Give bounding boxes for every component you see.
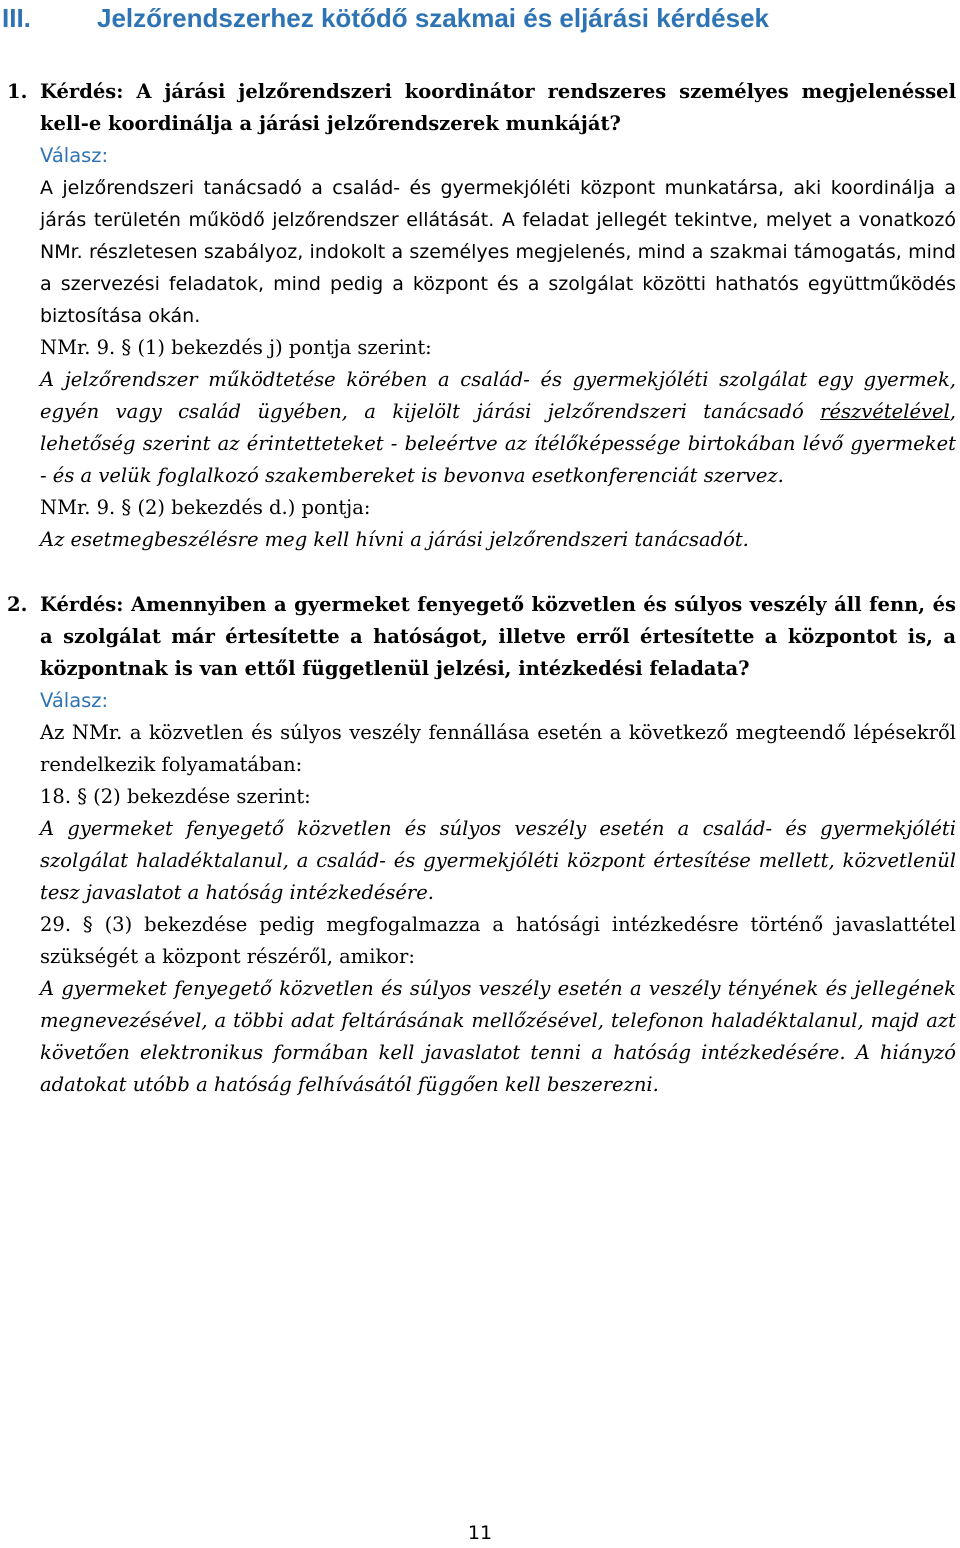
- question-2-text: Kérdés: Amennyiben a gyermeket fenyegető közvetlen és súlyos veszély áll fenn, és a szolgálat már értesítette a hatóságot, illetve erről értesítette a központot is, a központnak is van ettől függetlenül jelzési, intézkedési feladata?: [40, 593, 956, 680]
- quote-1-underlined: részvételével: [820, 400, 950, 423]
- question-2-quote-2: A gyermeket fenyegető közvetlen és súlyos veszély esetén a veszély tényének és jellegének megnevezésével, a többi adat feltárásának mellőzésével, telefonon haladéktalanul, majd azt követően elektronikus formában kell javaslatot tenni a hatóság intézkedésére. A hiányzó adatokat utóbb a hatóság felhívásától függően kell beszerezni.: [40, 977, 956, 1096]
- question-1-quote-1: [40, 364, 956, 492]
- quote-1-after: , lehetőség szerint az érintetteteket - beleértve az ítélőképessége birtokában lévő gyermeket - és a velük foglalkozó szakembereket is bevonva esetkonferenciát szervez.: [40, 400, 956, 487]
- question-2-ref-1: 18. § (2) bekezdése szerint:: [40, 785, 311, 808]
- question-2-quote-1: A gyermeket fenyegető közvetlen és súlyos veszély esetén a család- és gyermekjóléti szolgálat haladéktalanul, a család- és gyermekjóléti központ értesítése mellett, közvetlenül tesz javaslatot a hatóság intézkedésére.: [40, 817, 956, 904]
- question-2-title: [7, 589, 956, 685]
- question-1-ref-1: NMr. 9. § (1) bekezdés j) pontja szerint:: [40, 336, 432, 359]
- question-1-answer-label: Válasz:: [40, 144, 109, 167]
- question-1-block: [7, 76, 956, 556]
- section-heading: [2, 0, 952, 36]
- quote-1-before: A jelzőrendszer működtetése körében a család- és gyermekjóléti szolgálat egy gyermek, egyén vagy család ügyében, a kijelölt járási jelzőrendszeri tanácsadó: [40, 368, 956, 423]
- question-2-block: [7, 589, 956, 1101]
- question-2-ref-2: 29. § (3) bekezdése pedig megfogalmazza a hatósági intézkedésre történő javaslattétel szükségét a központ részéről, amikor:: [40, 913, 956, 968]
- question-2-answer-label: Válasz:: [40, 689, 109, 712]
- question-1-ref-2: NMr. 9. § (2) bekezdés d.) pontja:: [40, 496, 371, 519]
- question-2-number: 2.: [7, 593, 28, 616]
- question-1-text: Kérdés: A járási jelzőrendszeri koordinátor rendszeres személyes megjelenéssel kell-e koordinálja a járási jelzőrendszerek munkáját?: [40, 80, 956, 135]
- question-2-answer: Az NMr. a közvetlen és súlyos veszély fennállása esetén a következő megteendő lépésekről rendelkezik folyamatában:: [40, 721, 956, 776]
- question-1-answer: [40, 172, 956, 332]
- answer-1-part-1: A jelzőrendszeri tanácsadó a család- és gyermekjóléti központ munkatársa, aki koordinálja a járás területén működő jelzőrendszer ellátását. A feladat jellegét tekintve, melyet a vonatkozó NMr.: [40, 177, 956, 263]
- page-number: 11: [467, 1522, 493, 1544]
- section-title: Jelzőrendszerhez kötődő szakmai és eljárási kérdések: [97, 3, 770, 33]
- question-1-number: 1.: [7, 80, 28, 103]
- question-1-title: [7, 76, 956, 140]
- section-number: III.: [2, 3, 31, 33]
- question-1-quote-2: Az esetmegbeszélésre meg kell hívni a járási jelzőrendszeri tanácsadót.: [40, 528, 749, 551]
- answer-1-part-2: részletesen szabályoz, indokolt a személyes megjelenés, mind a szakmai támogatás, mind a szervezési feladatok, mind pedig a központ és a szolgálat közötti hathatós együttműködés biztosítása okán.: [40, 241, 956, 327]
